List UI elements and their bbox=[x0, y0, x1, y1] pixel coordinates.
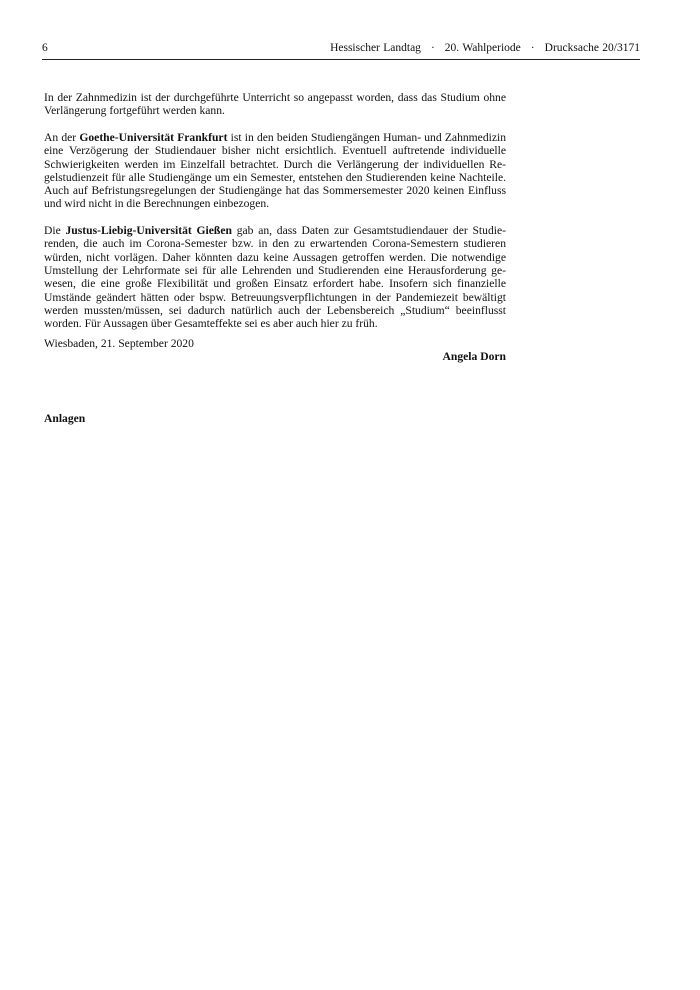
running-title bbox=[330, 42, 640, 55]
document-number: Drucksache 20/3171 bbox=[544, 42, 640, 54]
running-header bbox=[42, 42, 640, 60]
place-date: Wiesbaden, 21. September 2020 bbox=[44, 337, 194, 350]
paragraph-rest: ist in den beiden Studiengängen Human- und Zahnmedizin eine Verzögerung der Studiendauer bisher nicht ersichtlich. Eventuell auftretende individuelle Schwierigkeiten werden im Einzelfall betrachtet. Durch die Verlängerung der individuellen Regelstudienzeit für alle Studiengänge um ein Semester, entstehen den Studierenden keine Nachteile. Auch auf Befristungsregelungen der Studiengänge hat das Sommersemester 2020 keinen Einfluss und wird nicht in die Berechnungen einbezogen. bbox=[44, 130, 507, 211]
paragraph-rest: gab an, dass Daten zur Gesamtstudiendauer der Studierenden, die auch im Corona-Semester bzw. in den zu erwartenden Corona-Semestern studieren würden, nicht vorlägen. Daher könnten dazu keine Aussagen getroffen werden. Die notwendige Umstellung der Lehrformate sei für alle Lehrenden und Studierenden eine Herausforderung gewesen, die eine große Flexibilität und großen Einsatz erfordert habe. Insofern sich finanzielle Umstände geändert hätten oder bspw. Betreuungsverpflichtungen in der Pandemiezeit bewältigt werden mussten/müssen, sei dadurch natürlich auch der Lebensbereich „Studium“ beeinflusst worden. Für Aussagen über Gesamteffekte sei es aber auch hier zu früh. bbox=[44, 224, 506, 331]
header-separator: · bbox=[430, 42, 435, 54]
parliament-name: Hessischer Landtag bbox=[330, 42, 421, 54]
header-separator: · bbox=[530, 42, 535, 54]
institution-name: Justus-Liebig-Universität Gießen bbox=[65, 224, 232, 238]
paragraph-giessen bbox=[44, 224, 506, 330]
paragraph-frankfurt bbox=[44, 131, 506, 211]
page-number: 6 bbox=[42, 42, 48, 54]
annex-heading: Anlagen bbox=[44, 412, 86, 425]
paragraph-lead: An der bbox=[44, 130, 80, 144]
paragraph-zahnmedizin: In der Zahnmedizin ist der durchgeführte Unterricht so angepasst worden, dass das Studium ohne Verlängerung fortgeführt werden kann. bbox=[44, 91, 506, 118]
signature-name: Angela Dorn bbox=[442, 350, 506, 363]
legislative-period: 20. Wahlperiode bbox=[444, 42, 521, 54]
institution-name: Goethe-Universität Frankfurt bbox=[79, 130, 228, 144]
paragraph-lead: Die bbox=[44, 224, 66, 238]
body-text bbox=[44, 91, 506, 344]
